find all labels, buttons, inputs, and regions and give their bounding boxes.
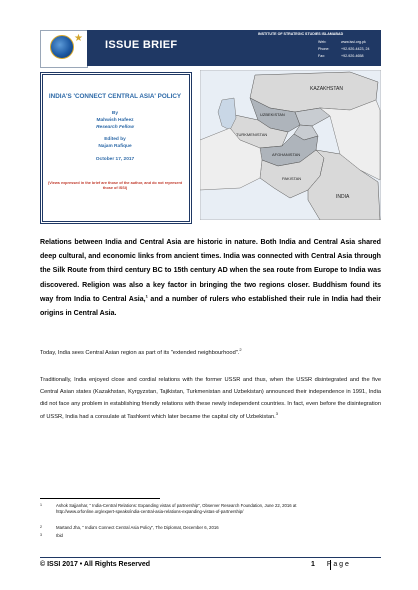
kazakhstan-region [250,72,378,112]
brief-title: INDIA'S 'CONNECT CENTRAL ASIA' POLICY [48,93,182,100]
paragraph-2 [40,374,381,423]
footnote-2 [40,525,370,533]
author-by-label: By [111,111,119,116]
author-name: Mahwish Hafeez [96,118,134,123]
star-icon: ★ [74,33,83,44]
contact-fax-value: +92-920-4658 [341,54,364,58]
map-label-india: INDIA [336,194,350,200]
footnote-2-text: Martand Jha, " India's Connect Central Asia Policy", The Diplomat, December 6, 2016 [56,525,219,530]
intro-bold-text: Relations between India and Central Asia are historic in nature. Both India and Central Asia shared deep cultural, and economic links from ancient times. India was connected with Central Asia through the Silk Route from third century BC to 15th century AD when the sea route from Europe to India was discovered. Religion was also a key factor in bringing the two regions closer. Buddhism found its way from India to Central Asia, [40,239,381,303]
disclaimer: (Views expressed in the brief are those of the author, and do not represent those of ISSI) [47,181,183,190]
contact-web-label: Web: [318,40,327,44]
contact-web-value[interactable]: www.issi.org.pk [341,40,366,44]
map-label-uzbekistan: UZBEKISTAN [260,112,285,117]
footnote-3 [40,533,370,541]
map-label-turkmenistan: TURKMENISTAN [236,132,268,137]
intro-bold-text-end: and a number of rulers who established their rule in India had their origins in Central Asia. [40,295,381,318]
footer-copyright: © ISSI 2017 • All Rights Reserved [40,561,151,568]
globe-logo-icon [50,35,74,59]
editor-name: Najam Rafique [98,144,132,149]
contact-phone-value: +92-920-4423, 24 [341,47,370,51]
map-label-kazakhstan: KAZAKHSTAN [310,86,343,92]
brief-date: October 17, 2017 [95,157,135,162]
paragraph-2-text: Traditionally, India enjoyed close and cordial relations with the former USSR and thus, when the USSR disintegrated and the five Central Asian states (Kazakhstan, Kyrgyzstan, Tajikistan, Turkmenistan and Uzbekistan) announced their independence in 1991, India did not face any problem in establishing friendly relations with these newly independent countries. In fact, even before the disintegration of USSR, India had a consulate at Tashkent which later became the capital city of Uzbekistan. [40,377,381,420]
author-role: Research Fellow [96,125,134,130]
brief-type-label: ISSUE BRIEF [105,39,178,51]
paragraph-1-text: Today, India sees Central Asian region as part of its "extended neighbourhood". [40,350,240,356]
contact-phone-label: Phone: [318,47,330,51]
footnote-ref-1[interactable]: 1 [145,293,148,299]
edited-by-label: Edited by [104,137,126,142]
paragraph-1 [40,347,381,359]
footnote-1-number: 1 [40,503,42,507]
footnote-1-text: Ashok Sajjanhar, " India-Central Relations: Expanding vistas of partnership", Observer Research Foundation, June 22, 2016 at http://www.orfonline.org/expert-speaks/india-central-asia-relations-expanding-vistas-of-partnership/ [56,503,297,515]
page-label: P a g e [326,561,349,568]
footnote-3-number: 3 [40,533,42,537]
page-number: 1 [311,561,315,568]
footnote-ref-2[interactable]: 2 [239,347,242,353]
footer-separator [330,560,331,570]
footnote-1 [40,503,370,523]
footnote-3-text: Ibid [56,533,63,538]
map-label-afghanistan: AFGHANISTAN [272,152,301,157]
footer-divider [40,557,381,558]
footnote-2-number: 2 [40,525,42,529]
intro-bold-paragraph [40,236,381,321]
map-label-pakistan: PAKISTAN [282,176,302,181]
institute-name: INSTITUTE OF STRATEGIC STUDIES ISLAMABAD [258,32,344,36]
contact-fax-label: Fax: [318,54,325,58]
central-asia-map [200,70,381,220]
footnote-ref-3[interactable]: 3 [275,410,278,416]
footnote-divider [40,498,160,499]
